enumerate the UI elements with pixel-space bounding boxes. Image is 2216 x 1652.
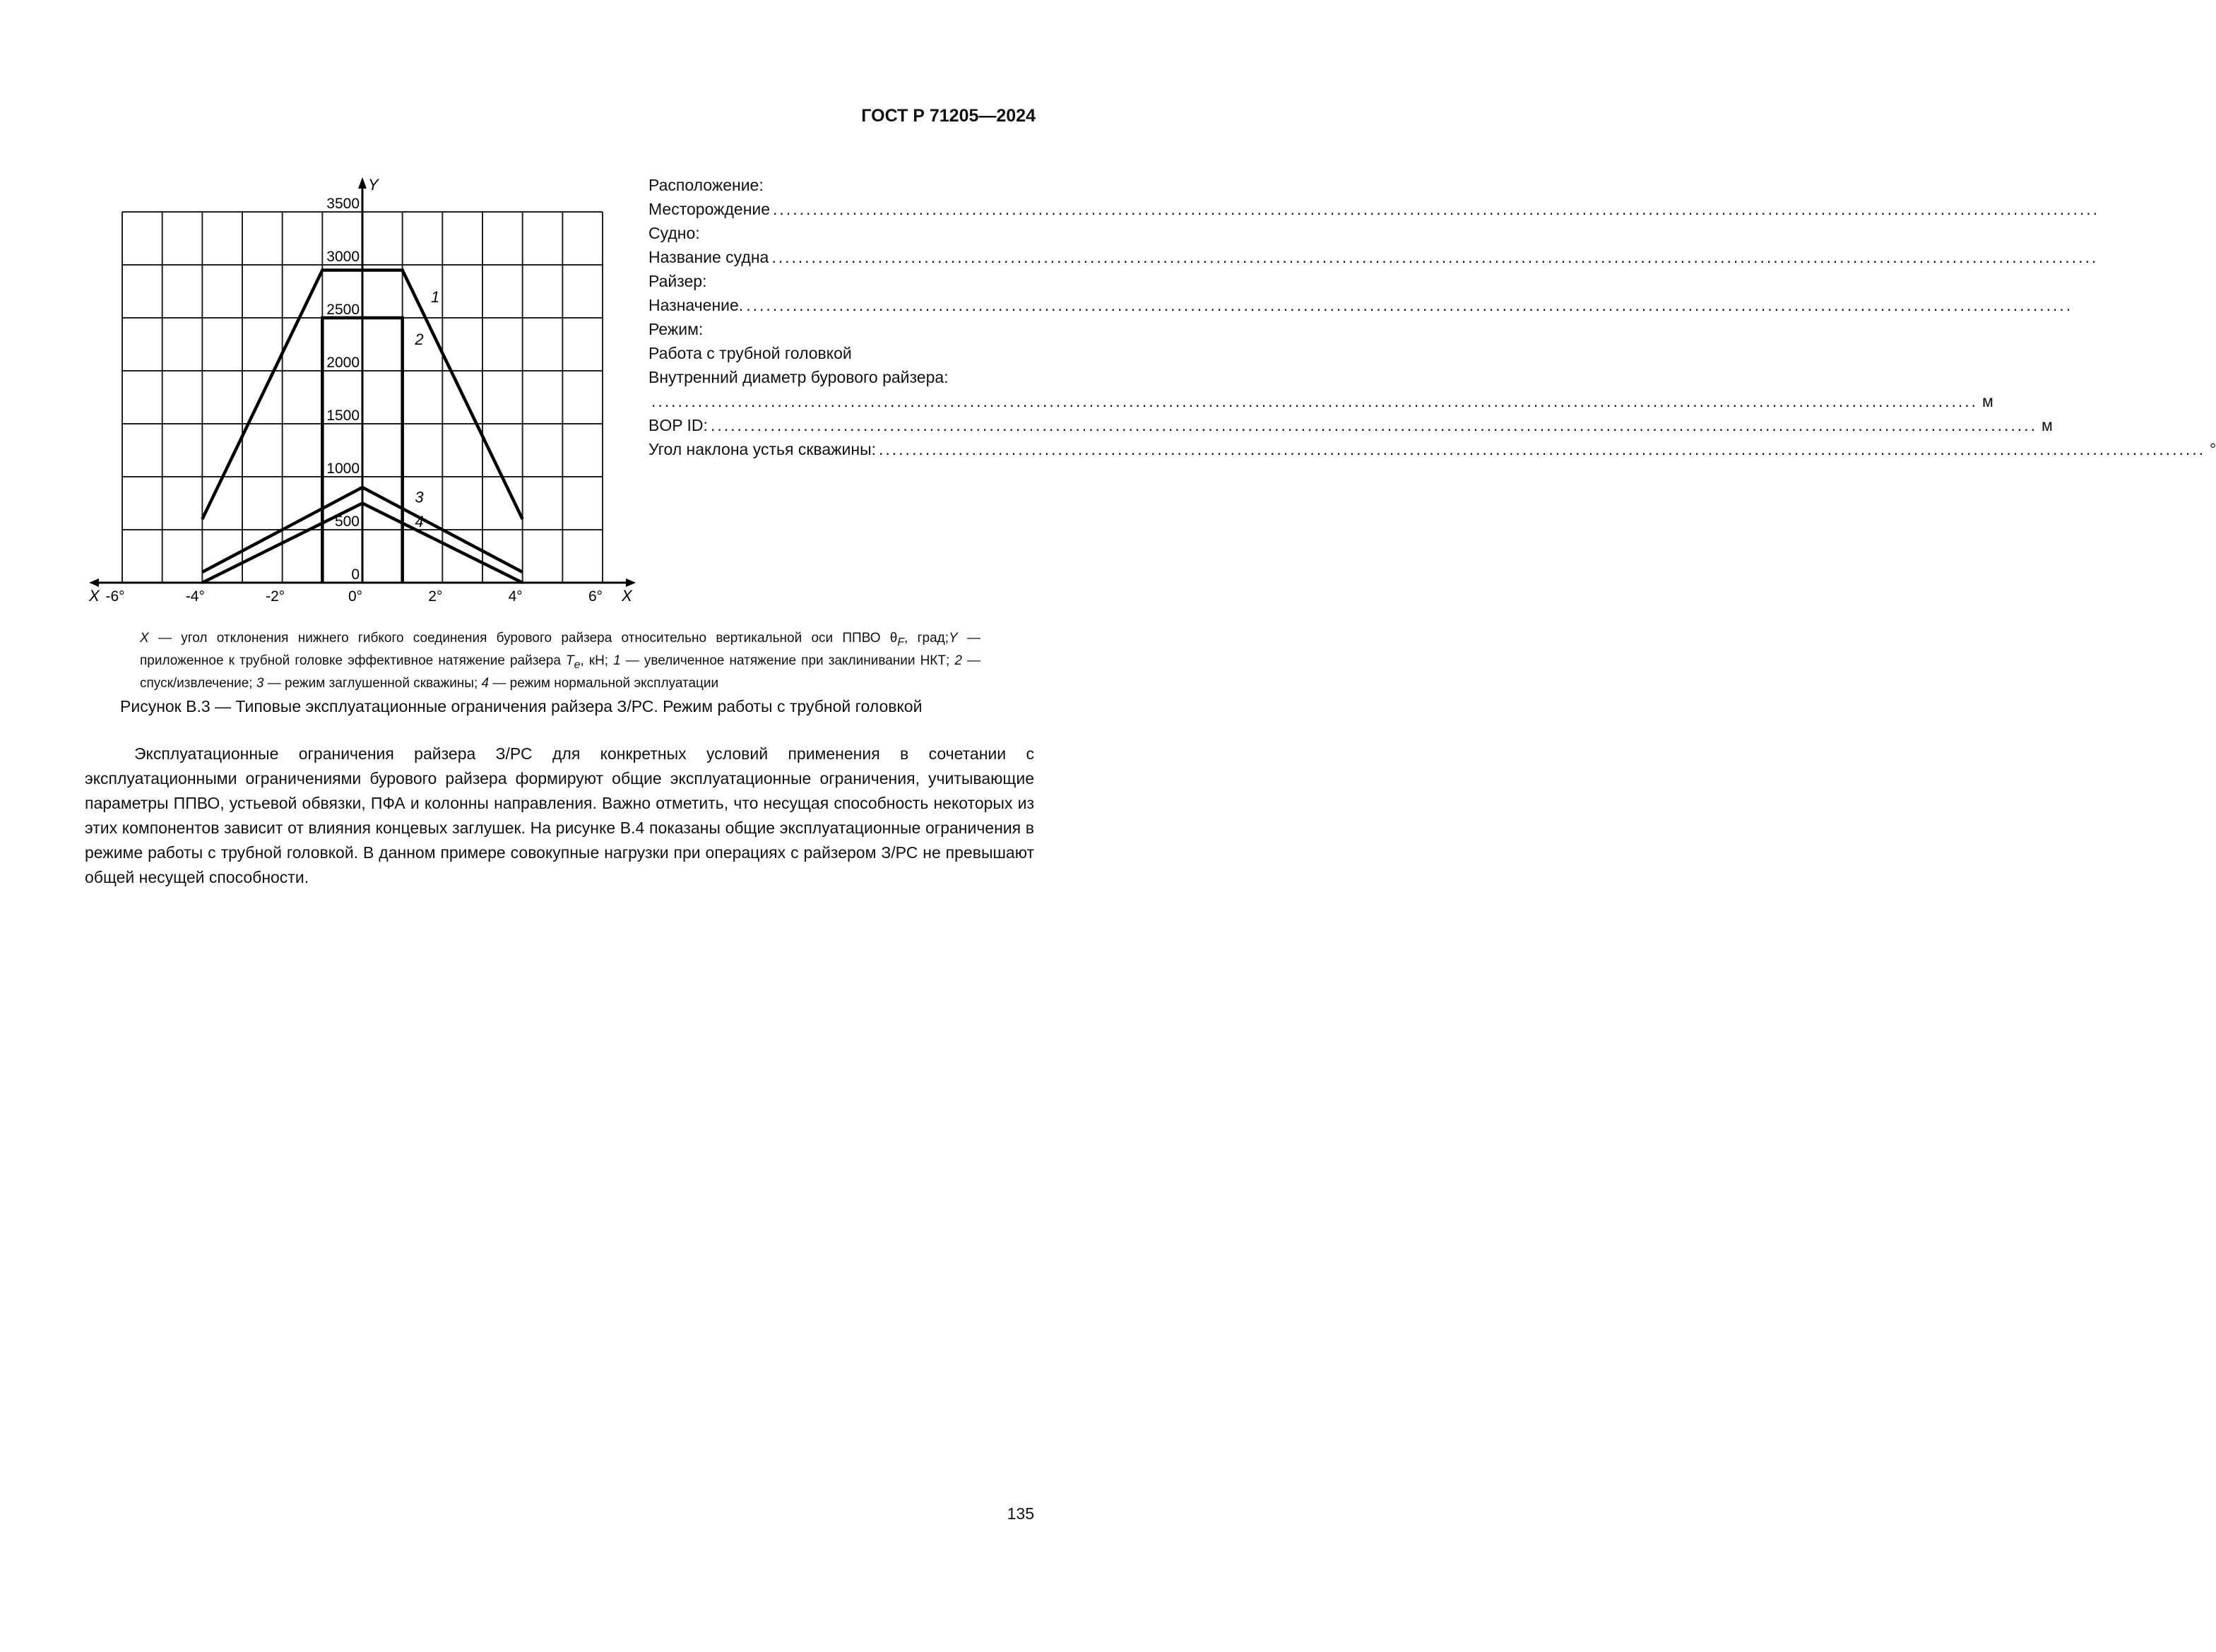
- x-axis-label-left: X: [89, 587, 100, 605]
- legend-x-text: — угол отклонения нижнего гибкого соединения бурового райзера относительно вертикальной оси ППВО θ: [148, 631, 898, 646]
- form-label: Расположение:: [648, 176, 764, 194]
- x-tick-label: -6°: [105, 588, 125, 605]
- y-tick-label: 3500: [326, 196, 360, 212]
- paragraph-text: Эксплуатационные ограничения райзера З/РС для конкретных условий применения в сочетании с эксплуатационными ограничениями бурового райзера формируют общие эксплуатационные ограничения, учитывающие параметры ППВО, устьевой обвязки, ПФА и колонны направления. Важно отметить, что несущая способность некоторых из этих компонентов зависит от влияния концевых заглушек. На рисунке В.4 показаны общие эксплуатационные ограничения в режиме работы с трубной головкой. В данном примере совокупные нагрузки при операциях с райзером З/РС не превышают общей несущей способности.: [85, 744, 1034, 886]
- form-fill-dots: ........................................................................................................................................................................................................: [651, 392, 1979, 410]
- series-3-label: 3: [415, 488, 424, 506]
- legend-key-2: 2: [954, 653, 962, 668]
- x-tick-label: -2°: [266, 588, 285, 605]
- y-tick-label: 3000: [326, 249, 360, 265]
- form-label: BOP ID:: [648, 416, 708, 434]
- series-2-label: 2: [415, 331, 424, 348]
- legend-t-subscript: e: [574, 658, 581, 671]
- form-unit: м: [1982, 392, 1993, 410]
- form-row: [648, 341, 1033, 365]
- form-fill-dots: ........................................................................................................................................................................................................: [879, 440, 2206, 458]
- legend-y-symbol: Y: [949, 631, 958, 646]
- form-row: [648, 389, 1993, 413]
- document-header: ГОСТ Р 71205—2024: [861, 106, 1036, 126]
- legend-y-text: — приложенное к трубной головке эффективное натяжение райзера: [140, 631, 980, 668]
- x-axis-label-right: X: [622, 587, 632, 605]
- form-row: [648, 197, 2100, 221]
- form-row: [648, 437, 2216, 461]
- legend-theta-subscript: F: [897, 636, 905, 648]
- series-4-label: 4: [415, 513, 424, 530]
- legend-key-3: 3: [256, 675, 264, 691]
- legend-t-symbol: T: [565, 653, 574, 668]
- y-tick-label: 2500: [326, 302, 360, 318]
- legend-key-4: 4: [481, 675, 490, 691]
- form-unit: [2073, 293, 2077, 317]
- form-label: Режим:: [648, 320, 704, 338]
- form-row: [648, 221, 1033, 245]
- tick-labels: [88, 176, 633, 605]
- form-label: Судно:: [648, 224, 700, 242]
- form-label: Месторождение: [648, 200, 771, 218]
- x-axis-arrow-right: [626, 578, 636, 587]
- x-tick-label: 2°: [428, 588, 443, 605]
- form-unit: °: [2210, 440, 2216, 458]
- form-label: Назначение.: [648, 296, 744, 314]
- legend-text-2: — спуск/извлечение;: [140, 653, 980, 691]
- form-label: Райзер:: [648, 272, 707, 290]
- form-row: [648, 317, 1033, 341]
- legend-text-4: — режим нормальной эксплуатации: [489, 675, 719, 691]
- y-axis-arrow: [358, 177, 367, 189]
- axes: [89, 177, 636, 587]
- figure-caption: Рисунок В.3 — Типовые эксплуатационные ограничения райзера З/РС. Режим работы с трубной головкой: [120, 697, 923, 715]
- legend-key-1: 1: [613, 653, 621, 668]
- parameters-form: [648, 173, 2216, 461]
- form-row: [648, 365, 1033, 389]
- form-label: Работа с трубной головкой: [648, 344, 852, 362]
- x-tick-label: 0°: [348, 588, 363, 605]
- body-paragraph: [85, 742, 1034, 890]
- y-axis-label: Y: [368, 176, 379, 194]
- form-row: [648, 293, 2073, 317]
- figure-legend: [140, 629, 980, 693]
- series-1-label: 1: [431, 288, 440, 306]
- x-tick-label: -4°: [185, 588, 205, 605]
- form-row: [648, 245, 2099, 269]
- legend-y-unit: , кН;: [580, 653, 614, 668]
- form-label: Внутренний диаметр бурового райзера:: [648, 368, 949, 386]
- y-tick-label: 0: [351, 566, 360, 583]
- legend-text-1: — увеличенное натяжение при заклинивании НКТ;: [620, 653, 955, 668]
- x-axis-arrow-left: [89, 578, 99, 587]
- y-tick-label: 2000: [326, 355, 360, 371]
- y-tick-label: 500: [334, 513, 360, 530]
- form-row: [648, 269, 1033, 293]
- form-label: Угол наклона устья скважины:: [648, 440, 876, 458]
- form-fill-dots: ........................................................................................................................................................................................................: [746, 296, 2073, 314]
- form-unit: м: [2041, 416, 2053, 434]
- riser-limits-chart: [83, 173, 641, 611]
- form-label: Название судна: [648, 248, 769, 266]
- form-fill-dots: ........................................................................................................................................................................................................: [710, 416, 2037, 434]
- legend-x-unit: , град;: [904, 631, 949, 646]
- form-row: [648, 173, 1033, 197]
- form-fill-dots: ........................................................................................................................................................................................................: [773, 200, 2100, 218]
- y-tick-label: 1000: [326, 460, 360, 477]
- legend-x-symbol: X: [140, 631, 149, 646]
- x-tick-label: 4°: [508, 588, 523, 605]
- legend-text-3: — режим заглушенной скважины;: [263, 675, 482, 691]
- x-tick-label: 6°: [588, 588, 603, 605]
- form-unit: [2099, 197, 2104, 221]
- form-fill-dots: ........................................................................................................................................................................................................: [771, 248, 2099, 266]
- page-number: 135: [1007, 1504, 1034, 1523]
- form-unit: [2098, 245, 2102, 269]
- y-tick-label: 1500: [326, 408, 360, 424]
- form-row: [648, 413, 2053, 437]
